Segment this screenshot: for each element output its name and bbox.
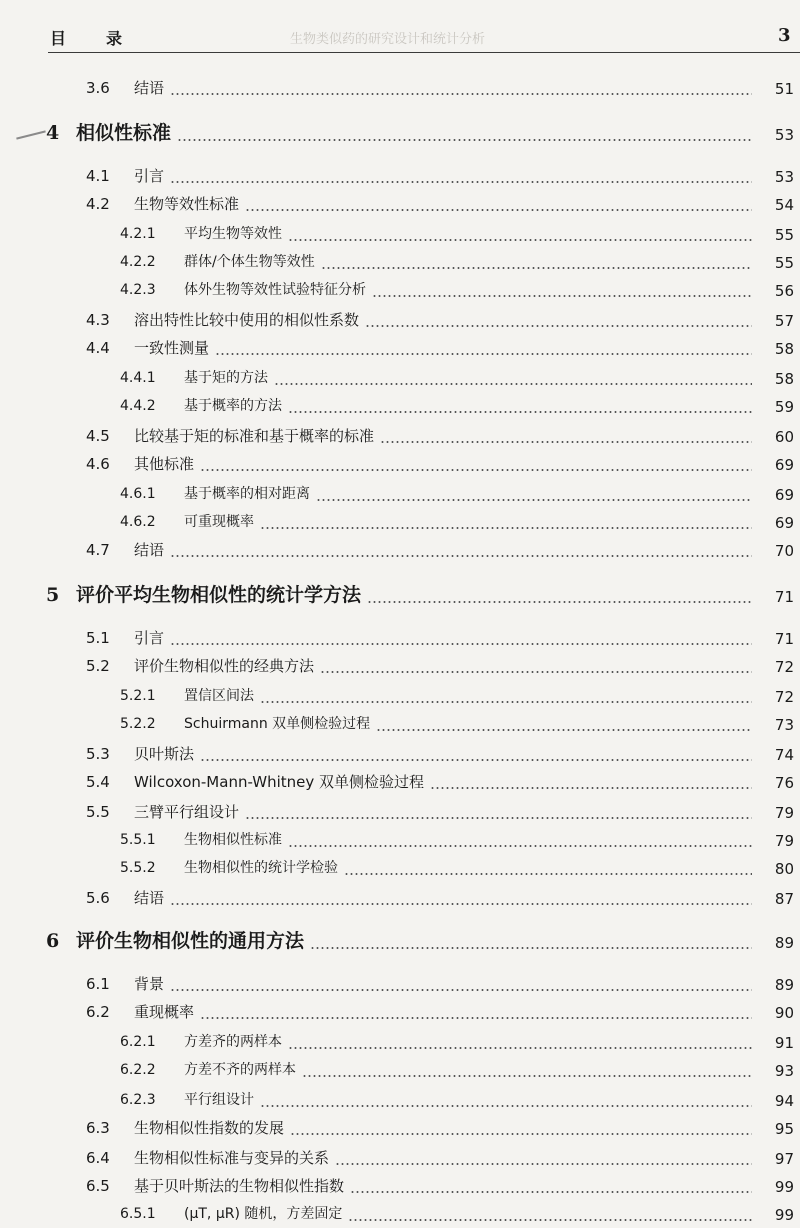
toc-entry (0, 822, 800, 852)
toc-entry-title: 相似性标准 (76, 122, 172, 144)
toc-entry-label (0, 1001, 194, 1024)
toc-entry (0, 994, 800, 1024)
toc-entry-page: 53 (774, 126, 794, 144)
dot-leader (170, 181, 752, 183)
dot-leader (302, 1075, 752, 1077)
page-number: 3 (778, 25, 791, 46)
dot-leader (177, 139, 752, 141)
toc-entry-number: 6.5.1 (120, 1206, 156, 1222)
toc-entry-page: 76 (774, 774, 794, 792)
toc-entry-title: 评价平均生物相似性的统计学方法 (76, 584, 362, 606)
toc-entry-label (0, 627, 164, 650)
toc-entry-label (0, 1117, 284, 1140)
toc-entry-number: 4.1 (86, 167, 110, 185)
dot-leader (316, 499, 752, 501)
toc-entry (0, 302, 800, 332)
dot-leader (335, 1163, 752, 1165)
toc-entry-number: 4.3 (86, 311, 110, 329)
dot-leader (260, 1105, 752, 1107)
toc-entry-number: 6.2.3 (120, 1092, 156, 1108)
toc-entry (0, 272, 800, 302)
toc-entry-page: 89 (774, 934, 794, 952)
toc-entry-label (0, 77, 164, 100)
dot-leader (344, 873, 752, 875)
toc-entry-label (0, 251, 315, 274)
toc-entry (0, 794, 800, 824)
dot-leader (170, 989, 752, 991)
toc-entry-title: Wilcoxon-Mann-Whitney 双单侧检验过程 (134, 773, 425, 791)
toc-entry-number: 4.7 (86, 541, 110, 559)
toc-entry-number: 3.6 (86, 79, 110, 97)
toc-entry-label (0, 193, 239, 216)
toc-entry-label (0, 425, 374, 448)
dot-leader (350, 1191, 752, 1193)
dot-leader (260, 701, 752, 703)
toc-entry-title: 引言 (134, 167, 165, 185)
toc-entry-page: 99 (774, 1206, 794, 1224)
toc-entry-number: 4.2.3 (120, 282, 156, 298)
toc-entry-number: 5 (46, 584, 60, 606)
running-header (0, 22, 800, 52)
toc-entry (0, 476, 800, 506)
toc-entry-page: 69 (774, 514, 794, 532)
toc-entry-page: 95 (774, 1120, 794, 1138)
toc-entry-number: 4.2 (86, 195, 110, 213)
toc-entry-page: 53 (774, 168, 794, 186)
toc-entry-title: 群体/个体生物等效性 (184, 254, 315, 270)
toc-entry-page: 57 (774, 312, 794, 330)
bleed-through-text: 生物类似药的研究设计和统计分析 (290, 32, 486, 47)
toc-entry-page: 79 (774, 804, 794, 822)
toc-entry (0, 360, 800, 390)
toc-entry-title: 结语 (134, 889, 165, 907)
toc-entry-label (0, 483, 310, 506)
dot-leader (348, 1219, 752, 1221)
toc-entry-label (0, 973, 164, 996)
toc-entry-label (0, 1175, 344, 1198)
toc-entry-number: 4.6 (86, 455, 110, 473)
toc-entry-number: 5.6 (86, 889, 110, 907)
toc-entry-page: 97 (774, 1150, 794, 1168)
toc-entry-number: 6.2.2 (120, 1062, 156, 1078)
toc-entry (0, 116, 800, 146)
toc-entry-page: 55 (774, 226, 794, 244)
toc-entry-label (0, 337, 209, 360)
toc-entry-label (0, 539, 164, 562)
dot-leader (215, 353, 752, 355)
toc-entry (0, 1168, 800, 1198)
toc-entry-title: 评价生物相似性的通用方法 (76, 930, 305, 952)
toc-entry (0, 330, 800, 360)
dot-leader (170, 555, 752, 557)
dot-leader (288, 845, 752, 847)
toc-entry-title: 一致性测量 (134, 339, 210, 357)
toc-entry-page: 69 (774, 486, 794, 504)
toc-entry-number: 6.2 (86, 1003, 110, 1021)
toc-entry (0, 764, 800, 794)
toc-entry-number: 5.4 (86, 773, 110, 791)
toc-entry-title: 方差不齐的两样本 (184, 1062, 296, 1078)
toc-entry-page: 56 (774, 282, 794, 300)
toc-entry-page: 54 (774, 196, 794, 214)
toc-entry (0, 880, 800, 910)
toc-entry-title: 生物相似性标准 (184, 832, 282, 848)
toc-entry-number: 6.3 (86, 1119, 110, 1137)
toc-entry-number: 6.5 (86, 1177, 110, 1195)
toc-entry-title: 结语 (134, 541, 165, 559)
dot-leader (376, 729, 752, 731)
toc-entry-title: 贝叶斯法 (134, 745, 195, 763)
toc-entry-page: 89 (774, 976, 794, 994)
toc-entry-number: 5.5.2 (120, 860, 156, 876)
toc-entry-title: 溶出特性比较中使用的相似性系数 (134, 311, 360, 329)
toc-entry-label (0, 829, 282, 852)
dot-leader (367, 601, 752, 603)
toc-entry-page: 87 (774, 890, 794, 908)
toc-entry-page: 58 (774, 370, 794, 388)
toc-entry-title: 三臂平行组设计 (134, 803, 240, 821)
toc-entry-label (0, 685, 254, 708)
toc-entry-label (0, 1147, 329, 1170)
dot-leader (320, 671, 752, 673)
toc-entry-label (0, 367, 268, 390)
toc-entry (0, 504, 800, 534)
toc-entry-number: 5.5.1 (120, 832, 156, 848)
toc-entry-title: 基于概率的相对距离 (184, 486, 310, 502)
toc-entry-number: 6 (46, 930, 60, 952)
toc-entry-label (0, 743, 194, 766)
header-title-char-2: 录 (106, 29, 123, 48)
toc-entry (0, 924, 800, 954)
toc-entry-title: 生物等效性标准 (134, 195, 240, 213)
toc-entry (0, 532, 800, 562)
toc-entry-label (0, 279, 366, 302)
toc-entry-number: 5.2.1 (120, 688, 156, 704)
dot-leader (430, 787, 752, 789)
dot-leader (200, 759, 752, 761)
toc-entry-page: 90 (774, 1004, 794, 1022)
toc-entry-number: 5.2.2 (120, 716, 156, 732)
toc-entry (0, 966, 800, 996)
toc-entry-label (0, 771, 424, 794)
toc-entry-page: 99 (774, 1178, 794, 1196)
toc-entry-title: 基于概率的方法 (184, 398, 282, 414)
dot-leader (310, 947, 752, 949)
toc-entry (0, 388, 800, 418)
toc-entry (0, 736, 800, 766)
toc-entry-page: 94 (774, 1092, 794, 1110)
toc-entry-number: 6.2.1 (120, 1034, 156, 1050)
toc-entry-title: 重现概率 (134, 1003, 195, 1021)
toc-entry-number: 6.4 (86, 1149, 110, 1167)
toc-entry-number: 5.2 (86, 657, 110, 675)
toc-entry-title: 其他标准 (134, 455, 195, 473)
toc-entry-page: 93 (774, 1062, 794, 1080)
toc-entry-number: 6.1 (86, 975, 110, 993)
toc-entry (0, 648, 800, 678)
dot-leader (288, 239, 752, 241)
toc-entry-page: 55 (774, 254, 794, 272)
toc-entry-page: 73 (774, 716, 794, 734)
toc-entry-label (0, 223, 282, 246)
toc-entry (0, 216, 800, 246)
toc-entry-number: 5.5 (86, 803, 110, 821)
toc-entry-title: 方差齐的两样本 (184, 1034, 282, 1050)
toc-entry (0, 1110, 800, 1140)
toc-entry-title: 结语 (134, 79, 165, 97)
toc-entry-label (0, 511, 254, 534)
toc-entry-page: 91 (774, 1034, 794, 1052)
toc-entry (0, 70, 800, 100)
toc-entry (0, 1052, 800, 1082)
toc-entry-title: 评价生物相似性的经典方法 (134, 657, 315, 675)
toc-entry-page: 72 (774, 658, 794, 676)
toc-entry-page: 72 (774, 688, 794, 706)
toc-entry-label (0, 118, 171, 146)
dot-leader (200, 1017, 752, 1019)
toc-entry-number: 4 (46, 122, 60, 144)
toc-entry-number: 4.4.1 (120, 370, 156, 386)
dot-leader (245, 817, 752, 819)
toc-entry-title: 基于矩的方法 (184, 370, 268, 386)
toc-entry-number: 4.4.2 (120, 398, 156, 414)
toc-entry-page: 60 (774, 428, 794, 446)
toc-entry (0, 158, 800, 188)
toc-entry-page: 70 (774, 542, 794, 560)
toc-entry-title: 体外生物等效性试验特征分析 (184, 282, 366, 298)
toc-entry-label (0, 165, 164, 188)
toc-entry-number: 5.1 (86, 629, 110, 647)
dot-leader (170, 643, 752, 645)
toc-entry-page: 58 (774, 340, 794, 358)
toc-entry-number: 4.6.1 (120, 486, 156, 502)
toc-entry-page: 71 (774, 588, 794, 606)
dot-leader (200, 469, 752, 471)
toc-entry (0, 578, 800, 608)
toc-entry-number: 4.6.2 (120, 514, 156, 530)
toc-entry (0, 678, 800, 708)
dot-leader (372, 295, 752, 297)
dot-leader (245, 209, 752, 211)
toc-entry-title: 可重现概率 (184, 514, 254, 530)
dot-leader (365, 325, 752, 327)
dot-leader (288, 1047, 752, 1049)
toc-entry (0, 446, 800, 476)
toc-entry-page: 79 (774, 832, 794, 850)
toc-entry-number: 5.3 (86, 745, 110, 763)
toc-entry (0, 244, 800, 274)
toc-entry-label (0, 453, 194, 476)
dot-leader (290, 1133, 752, 1135)
dot-leader (274, 383, 752, 385)
toc-entry-title: 平行组设计 (184, 1092, 254, 1108)
toc-entry-label (0, 713, 370, 736)
dot-leader (170, 93, 752, 95)
dot-leader (288, 411, 752, 413)
toc-entry-title: 生物相似性标准与变异的关系 (134, 1149, 330, 1167)
toc-entry-number: 4.2.1 (120, 226, 156, 242)
toc-entry (0, 706, 800, 736)
toc-entry-title: 置信区间法 (184, 688, 254, 704)
toc-entry-page: 51 (774, 80, 794, 98)
toc-entry-number: 4.4 (86, 339, 110, 357)
toc-entry-label (0, 580, 361, 608)
toc-entry-number: 4.5 (86, 427, 110, 445)
toc-entry (0, 1024, 800, 1054)
toc-entry-title: 引言 (134, 629, 165, 647)
toc-entry-page: 71 (774, 630, 794, 648)
toc-entry (0, 1140, 800, 1170)
toc-entry-title: 比较基于矩的标准和基于概率的标准 (134, 427, 375, 445)
toc-entry-page: 69 (774, 456, 794, 474)
toc-entry (0, 418, 800, 448)
toc-entry-title: (μT, μR) 随机，方差固定 (184, 1206, 343, 1222)
header-title-char-1: 目 (50, 29, 67, 48)
toc-entry-title: 基于贝叶斯法的生物相似性指数 (134, 1177, 345, 1195)
toc-entry (0, 1082, 800, 1112)
toc-entry-label (0, 1059, 296, 1082)
header-rule (48, 52, 800, 53)
dot-leader (380, 441, 752, 443)
toc-entry-label (0, 857, 338, 880)
toc-entry-label (0, 1089, 254, 1112)
toc-entry-label (0, 801, 239, 824)
toc-entry-number: 4.2.2 (120, 254, 156, 270)
toc-entry (0, 620, 800, 650)
toc-entry-title: 生物相似性的统计学检验 (184, 860, 338, 876)
toc-entry-title: 生物相似性指数的发展 (134, 1119, 285, 1137)
toc-entry-label (0, 1203, 342, 1226)
toc-entry-label (0, 309, 359, 332)
dot-leader (170, 903, 752, 905)
toc-entry-label (0, 926, 304, 954)
dot-leader (260, 527, 752, 529)
dot-leader (321, 267, 752, 269)
header-title (50, 26, 122, 49)
toc-entry-page: 80 (774, 860, 794, 878)
toc-entry-page: 59 (774, 398, 794, 416)
toc-entry (0, 850, 800, 880)
toc-entry-label (0, 655, 314, 678)
toc-entry-title: 背景 (134, 975, 165, 993)
toc-entry-page: 74 (774, 746, 794, 764)
toc-entry (0, 1196, 800, 1226)
toc-entry-title: Schuirmann 双单侧检验过程 (184, 716, 371, 732)
toc-entry-title: 平均生物等效性 (184, 226, 282, 242)
toc-entry-label (0, 1031, 282, 1054)
toc-entry-label (0, 395, 282, 418)
toc-entry-label (0, 887, 164, 910)
toc-entry (0, 186, 800, 216)
